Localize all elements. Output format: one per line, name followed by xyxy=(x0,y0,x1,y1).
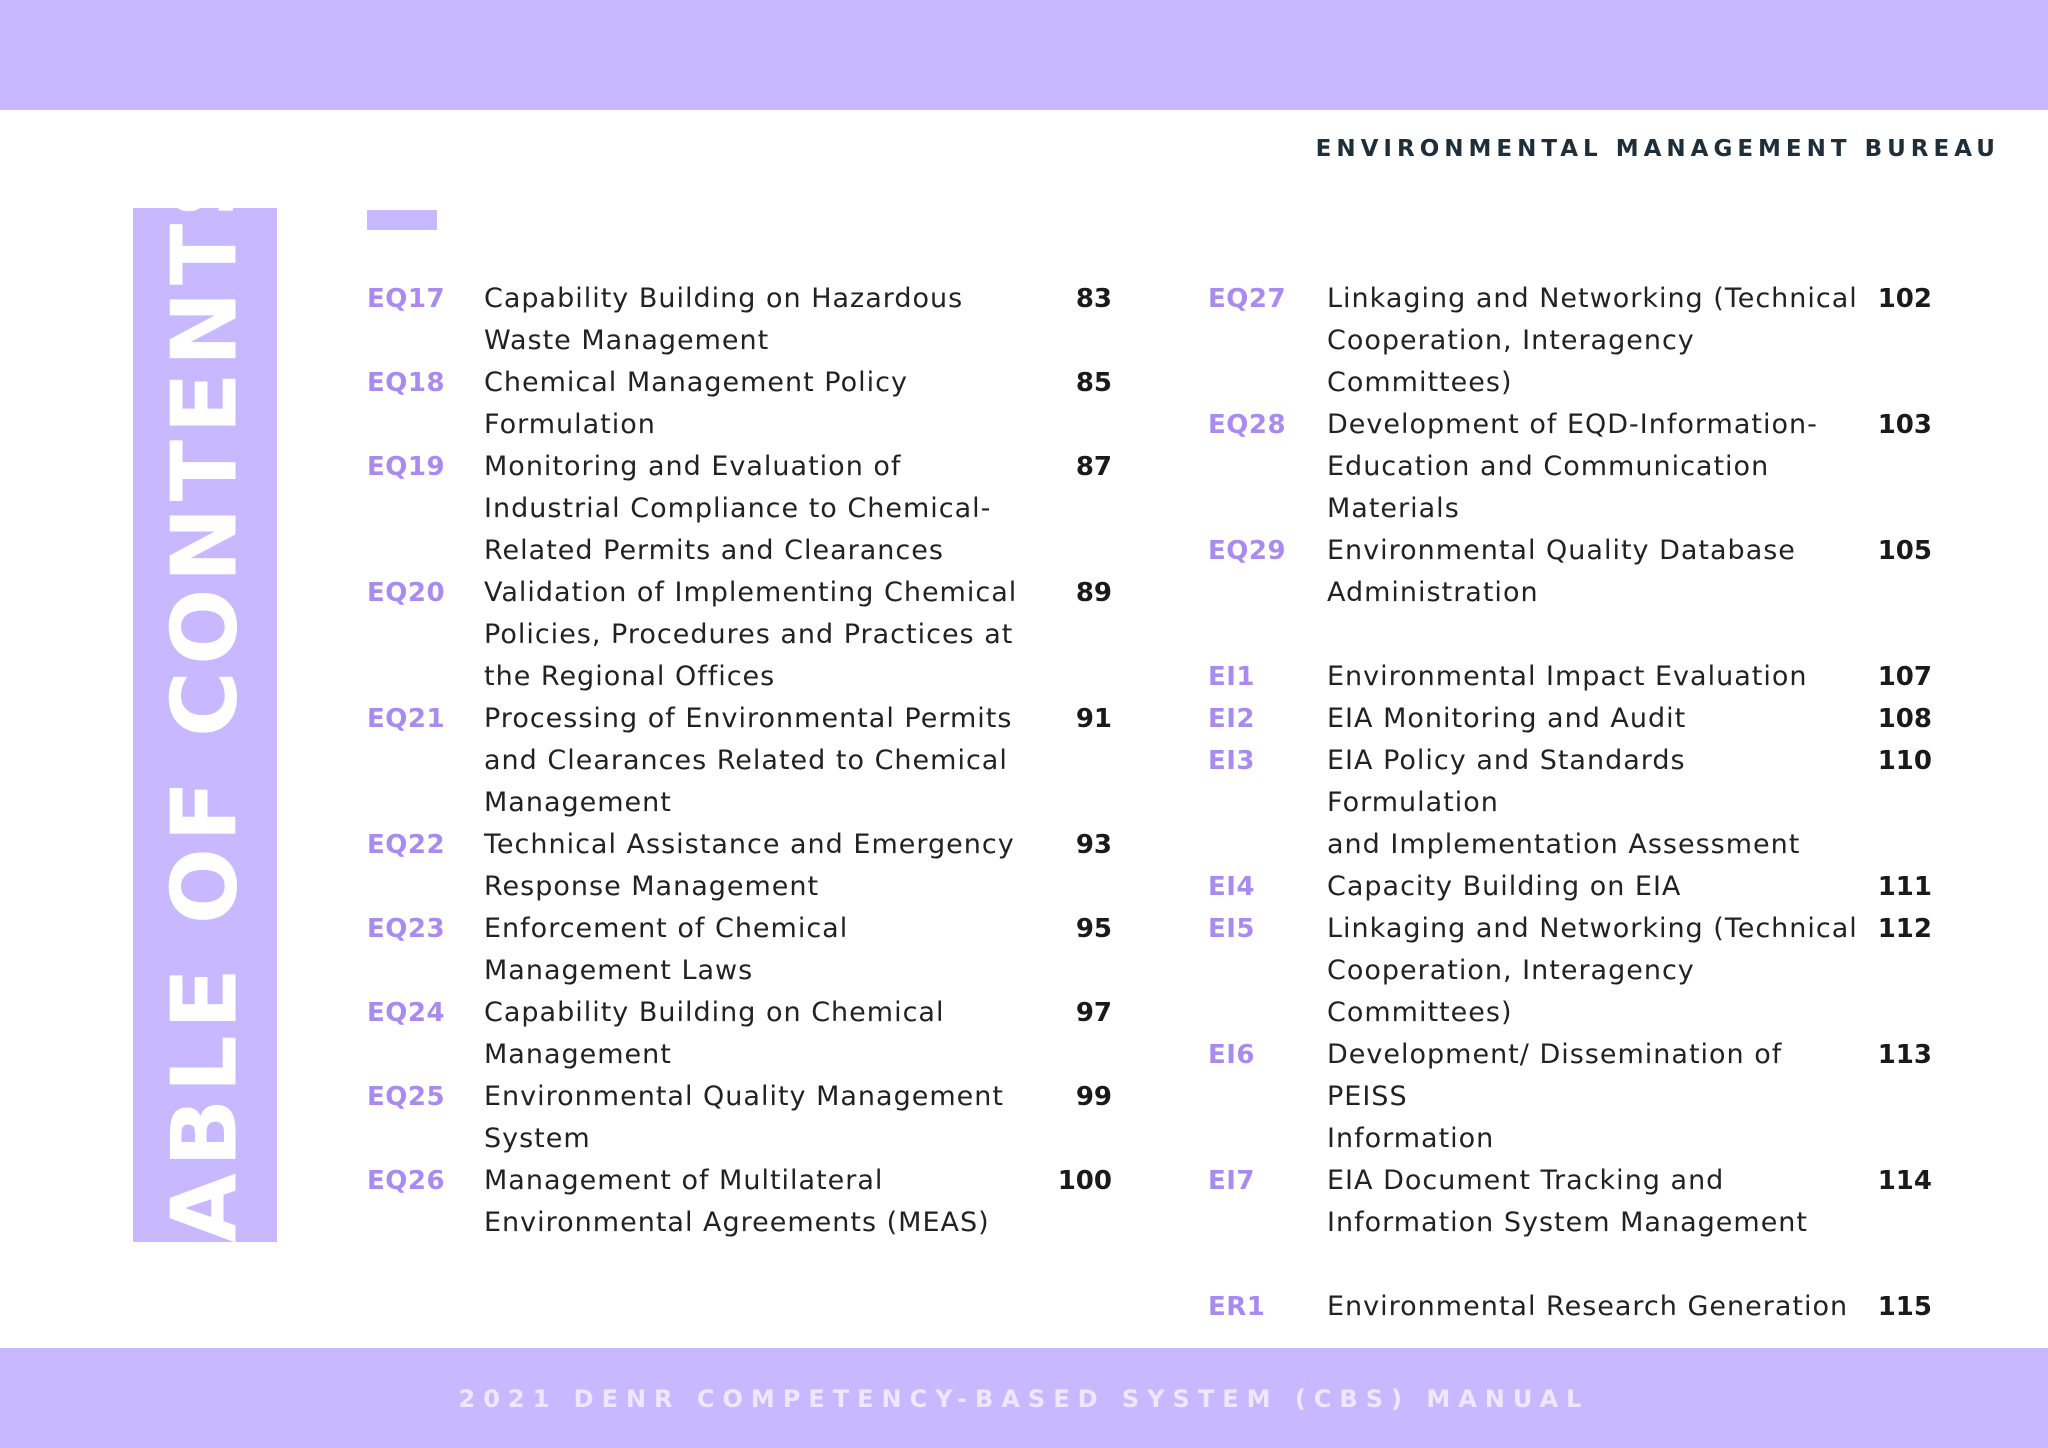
toc-entry-title: EIA Document Tracking and Information System Management xyxy=(1327,1165,1808,1238)
toc-title: TABLE OF CONTENTS xyxy=(152,146,258,1304)
toc-entry-page: 97 xyxy=(1075,998,1112,1028)
toc-entry-code: EQ18 xyxy=(367,368,446,398)
toc-entry-page: 103 xyxy=(1877,410,1932,440)
toc-entry-page: 111 xyxy=(1877,872,1932,902)
toc-column-left xyxy=(367,278,1112,1244)
toc-entry-title: Environmental Research Generation xyxy=(1327,1291,1849,1322)
toc-entry-title: Linkaging and Networking (Technical Cooperation, Interagency Committees) xyxy=(1327,283,1858,398)
toc-entry[interactable] xyxy=(367,824,1112,908)
toc-entry-code: EI3 xyxy=(1208,746,1256,776)
toc-entry[interactable] xyxy=(1208,1286,1932,1328)
toc-column-right xyxy=(1208,278,1932,1328)
toc-entry-title: Capability Building on Hazardous Waste Management xyxy=(484,283,964,356)
toc-entry-page: 115 xyxy=(1877,1292,1932,1322)
toc-entry[interactable] xyxy=(367,572,1112,698)
toc-entry-title: Processing of Environmental Permits and Clearances Related to Chemical Management xyxy=(484,703,1013,818)
toc-entry[interactable] xyxy=(1208,698,1932,740)
toc-entry-title: Development/ Dissemination of PEISS Information xyxy=(1327,1039,1783,1154)
toc-entry-title: Development of EQD-Information- Education and Communication Materials xyxy=(1327,409,1818,524)
toc-entry-code: EI4 xyxy=(1208,872,1256,902)
toc-entry-code: EI6 xyxy=(1208,1040,1256,1070)
toc-entry-page: 83 xyxy=(1075,284,1112,314)
top-color-band xyxy=(0,0,2048,110)
toc-entry-code: EQ28 xyxy=(1208,410,1287,440)
organization-name: ENVIRONMENTAL MANAGEMENT BUREAU xyxy=(1315,136,2000,162)
toc-entry[interactable] xyxy=(367,992,1112,1076)
toc-entry-page: 87 xyxy=(1075,452,1112,482)
toc-entry-title: EIA Monitoring and Audit xyxy=(1327,703,1687,734)
toc-entry-title: Enforcement of Chemical Management Laws xyxy=(484,913,849,986)
toc-entry-title: Capacity Building on EIA xyxy=(1327,871,1682,902)
toc-entry-code: EQ23 xyxy=(367,914,446,944)
toc-entry[interactable] xyxy=(1208,740,1932,866)
toc-entry-page: 100 xyxy=(1057,1166,1112,1196)
toc-entry-title: EIA Policy and Standards Formulation and Implementation Assessment xyxy=(1327,745,1801,860)
toc-entry[interactable] xyxy=(1208,656,1932,698)
toc-entry-page: 113 xyxy=(1877,1040,1932,1070)
toc-entry[interactable] xyxy=(367,446,1112,572)
footer-manual-title: 2021 DENR COMPETENCY-BASED SYSTEM (CBS) MANUAL xyxy=(458,1385,1590,1413)
toc-entry-code: EQ25 xyxy=(367,1082,446,1112)
toc-entry[interactable] xyxy=(1208,1160,1932,1244)
toc-entry[interactable] xyxy=(367,278,1112,362)
toc-entry-page: 105 xyxy=(1877,536,1932,566)
toc-entry-page: 95 xyxy=(1075,914,1112,944)
toc-entry-page: 112 xyxy=(1877,914,1932,944)
toc-entry-page: 107 xyxy=(1877,662,1932,692)
toc-entry-page: 108 xyxy=(1877,704,1932,734)
toc-entry-page: 91 xyxy=(1075,704,1112,734)
toc-entry-code: EI7 xyxy=(1208,1166,1256,1196)
toc-entry-code: EQ17 xyxy=(367,284,446,314)
toc-entry-code: EQ22 xyxy=(367,830,446,860)
toc-entry[interactable] xyxy=(1208,1034,1932,1160)
toc-entry[interactable] xyxy=(1208,530,1932,614)
toc-entry[interactable] xyxy=(367,1160,1112,1244)
toc-entry-code: EI5 xyxy=(1208,914,1256,944)
toc-entry-code: EQ19 xyxy=(367,452,446,482)
toc-entry-page: 93 xyxy=(1075,830,1112,860)
toc-entry-code: EQ29 xyxy=(1208,536,1287,566)
toc-entry-code: EQ26 xyxy=(367,1166,446,1196)
toc-entry[interactable] xyxy=(367,908,1112,992)
toc-entry[interactable] xyxy=(1208,866,1932,908)
toc-entry[interactable] xyxy=(1208,404,1932,530)
toc-entry-page: 89 xyxy=(1075,578,1112,608)
toc-entry-code: ER1 xyxy=(1208,1292,1266,1322)
toc-side-banner xyxy=(133,146,277,1304)
toc-entry-code: EQ20 xyxy=(367,578,446,608)
toc-entry-title: Validation of Implementing Chemical Policies, Procedures and Practices at the Regional Offices xyxy=(484,577,1018,692)
toc-entry-code: EQ27 xyxy=(1208,284,1287,314)
toc-entry-title: Monitoring and Evaluation of Industrial Compliance to Chemical- Related Permits and Clearances xyxy=(484,451,992,566)
toc-entry-page: 114 xyxy=(1877,1166,1932,1196)
toc-entry-code: EQ24 xyxy=(367,998,446,1028)
toc-entry[interactable] xyxy=(367,1076,1112,1160)
toc-entry-page: 110 xyxy=(1877,746,1932,776)
toc-entry-title: Environmental Impact Evaluation xyxy=(1327,661,1808,692)
toc-entry[interactable] xyxy=(367,362,1112,446)
toc-entry-title: Environmental Quality Database Administration xyxy=(1327,535,1796,608)
toc-entry-code: EQ21 xyxy=(367,704,446,734)
toc-entry-title: Environmental Quality Management System xyxy=(484,1081,1004,1154)
toc-entry[interactable] xyxy=(1208,278,1932,404)
toc-entry-page: 102 xyxy=(1877,284,1932,314)
toc-entry-title: Chemical Management Policy Formulation xyxy=(484,367,908,440)
toc-entry-title: Capability Building on Chemical Management xyxy=(484,997,945,1070)
toc-entry-title: Linkaging and Networking (Technical Cooperation, Interagency Committees) xyxy=(1327,913,1858,1028)
accent-bar xyxy=(367,210,437,230)
toc-entry-code: EI1 xyxy=(1208,662,1256,692)
toc-entry-title: Technical Assistance and Emergency Response Management xyxy=(484,829,1015,902)
toc-entry[interactable] xyxy=(1208,908,1932,1034)
toc-entry[interactable] xyxy=(367,698,1112,824)
toc-entry-page: 99 xyxy=(1075,1082,1112,1112)
toc-entry-code: EI2 xyxy=(1208,704,1256,734)
toc-entry-title: Management of Multilateral Environmental Agreements (MEAS) xyxy=(484,1165,990,1238)
toc-entry-page: 85 xyxy=(1075,368,1112,398)
